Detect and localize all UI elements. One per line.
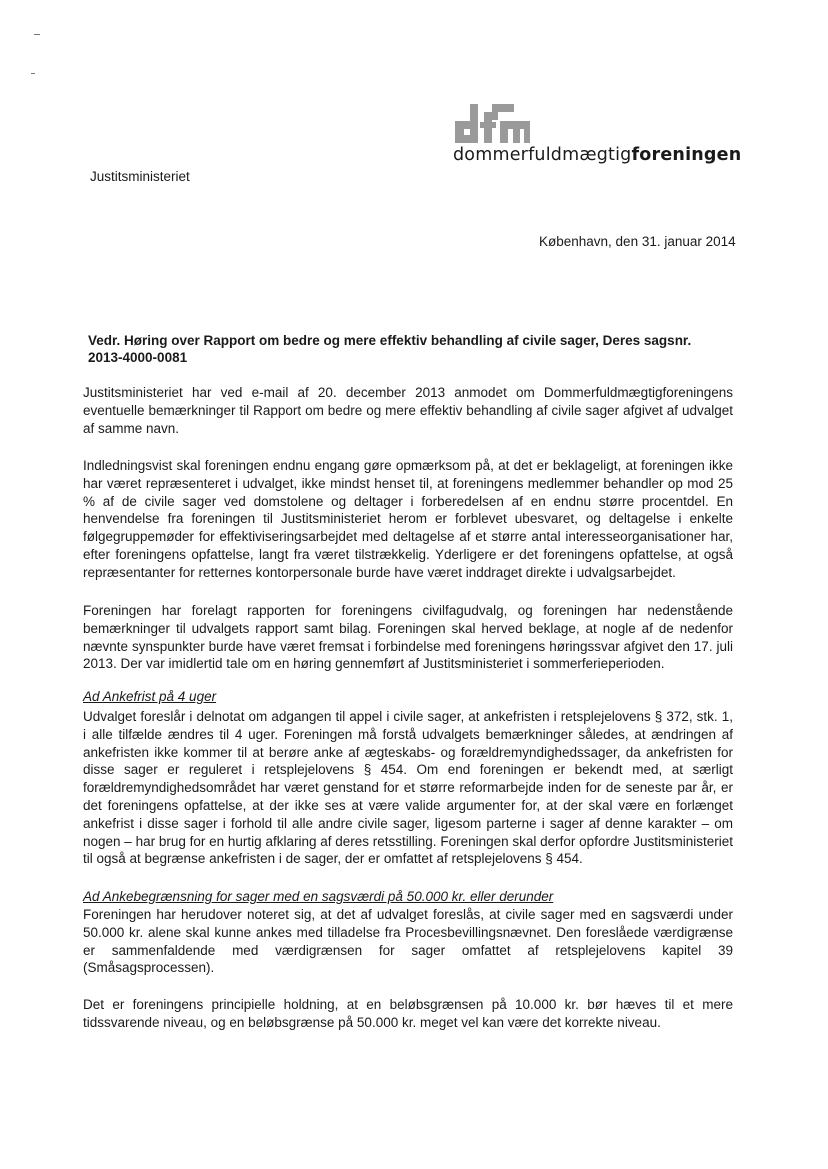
paragraph-consultation: Foreningen har forelagt rapporten for foreningens civilfagudvalg, og foreningen har nedenstående bemærkninger til udvalgets rapport samt bilag. Foreningen skal herved beklage, at nogle af de nedenfor nævnte synspunkter burde have været fremsat i forbindelse med foreningens høringssvar afgivet den 17. juli 2013. Der var imidlertid tale om en høring gennemført af Justitsministeriet i sommerferieperioden. [83,603,733,672]
paragraph-appeal-limitation: Foreningen har herudover noteret sig, at det af udvalget foreslås, at civile sager med en sagsværdi under 50.000 kr. alene skal kunne ankes med tilladelse fra Procesbevillingsnævnet. Den foreslåede værdigrænse er sammenfaldende med værdigrænsen for sager omfattet af retsplejelovens kapitel 39 (Småsagsprocessen). [83,907,733,976]
heading-appeal-deadline: Ad Ankefrist på 4 uger [83,689,217,704]
scan-speck-left [31,73,35,74]
paragraph-representation: Indledningsvist skal foreningen endnu engang gøre opmærksom på, at det er beklageligt, at foreningen ikke har været repræsenteret i udvalget, ikke mindst henset til, at foreningens medlemmer behandler op mod 25 % af de civile sager ved domstolene og deltager i forberedelsen af en endnu større procentdel. En henvendelse fra foreningen til Justitsministeriet herom er forblevet ubesvaret, og deltagelse i enkelte følgegruppemøder for effektiviseringsarbejdet med deltagelse af et større antal interesseorganisationer har, efter foreningens opfattelse, langt fra været tilstrækkelig. Yderligere er det foreningens opfattelse, at også repræsentanter for retternes kontorpersonale burde have været inddraget direkte i udvalgsarbejdet. [83,458,733,580]
date-line: København, den 31. januar 2014 [539,234,736,249]
paragraph-intro: Justitsministeriet har ved e-mail af 20. december 2013 anmodet om Dommerfuldmægtigforeningens eventuelle bemærkninger til Rapport om bedre og mere effektiv behandling af civile sager afgivet af udvalget af samme navn. [83,385,733,436]
organization-name-bold: foreningen [631,145,742,165]
organization-name [453,145,741,165]
paragraph-appeal-deadline: Udvalget foreslår i delnotat om adgangen til appel i civile sager, at ankefristen i retsplejelovens § 372, stk. 1, i alle tilfælde ændres til 4 uger. Foreningen må forstå udvalgets bemærkninger således, at ændringen af ankefristen ikke kommer til at berøre anke af ægteskabs- og forældremyndighedssager, da ankefristen for disse sager er reguleret i retsplejelovens § 454. Om end foreningen er bekendt med, at særligt forældremyndighedsområdet har været genstand for et større reformarbejde inden for de seneste par år, er det foreningens opfattelse, at der ikke ses at være valide argumenter for, at der skal være en forlænget ankefrist i disse sager i forhold til alle andre civile sager, ligesom parterne i sager af denne karakter – om nogen – har brug for en hurtig afklaring af deres retsstilling. Foreningen skal derfor opfordre Justitsministeriet til også at begrænse ankefristen i de sager, der er omfattet af retsplejelovens § 454. [83,709,733,867]
heading-appeal-limitation: Ad Ankebegrænsning for sager med en sagsværdi på 50.000 kr. eller derunder [83,889,554,904]
paragraph-amount-threshold: Det er foreningens principielle holdning, at en beløbsgrænsen på 10.000 kr. bør hæves til et mere tidssvarende niveau, og en beløbsgrænse på 50.000 kr. meget vel kan være det korrekte niveau. [83,997,733,1030]
dfm-logo-mark-icon [452,98,532,146]
subject-line: Vedr. Høring over Rapport om bedre og mere effektiv behandling af civile sager, Deres sagsnr. 2013-4000-0081 [88,333,692,365]
recipient: Justitsministeriet [90,169,190,184]
scan-speck-top [34,34,40,35]
organization-name-regular: dommerfuldmægtig [453,145,632,165]
